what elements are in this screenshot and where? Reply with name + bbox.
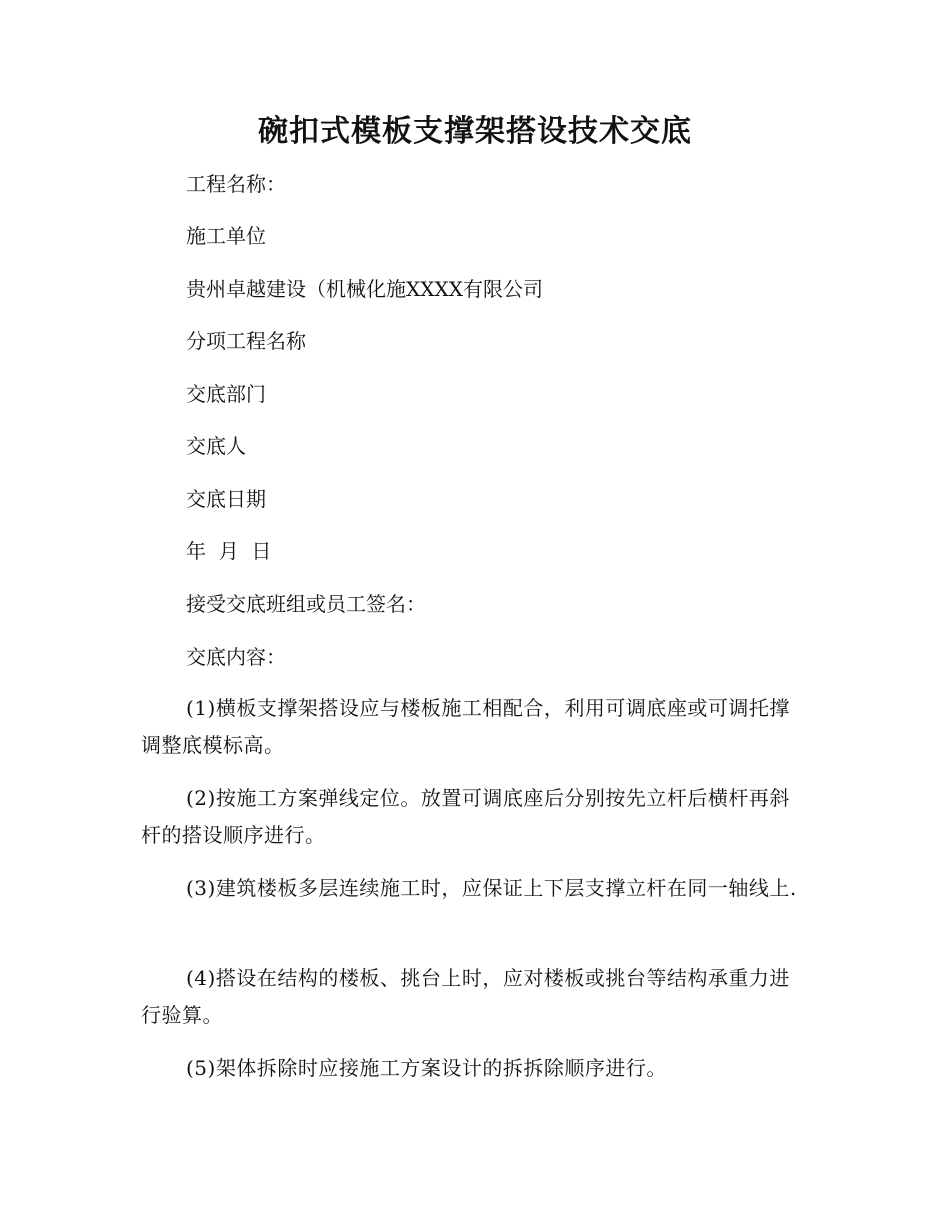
paragraph-3: (3)建筑楼板多层连续施工时，应保证上下层支撑立杆在同一轴线上. [186, 876, 797, 900]
field-content-heading: 交底内容： [186, 645, 286, 669]
field-date-placeholder: 年 月 日 [186, 539, 272, 563]
field-company-name: 贵州卓越建设（机械化施XXXX有限公司 [186, 277, 543, 301]
field-subproject-name: 分项工程名称 [186, 329, 306, 353]
document-title: 碗扣式模板支撑架搭设技术交底 [258, 114, 692, 149]
field-briefing-date: 交底日期 [186, 487, 266, 511]
paragraph-5: (5)架体拆除时应接施工方案设计的拆拆除顺序进行。 [186, 1056, 667, 1080]
paragraph-2: (2)按施工方案弹线定位。放置可调底座后分别按先立杆后横杆再斜杆的搭设顺序进行。 [141, 786, 790, 847]
field-project-name: 工程名称： [186, 172, 286, 196]
field-briefing-department: 交底部门 [186, 382, 266, 406]
field-construction-unit: 施工单位 [186, 224, 266, 248]
field-signature: 接受交底班组或员工签名： [186, 592, 426, 616]
paragraph-4: (4)搭设在结构的楼板、挑台上时，应对楼板或挑台等结构承重力进行验算。 [141, 966, 790, 1027]
paragraph-1: (1)横板支撑架搭设应与楼板施工相配合，利用可调底座或可调托撑调整底模标高。 [141, 696, 790, 757]
field-briefing-person: 交底人 [186, 434, 246, 458]
